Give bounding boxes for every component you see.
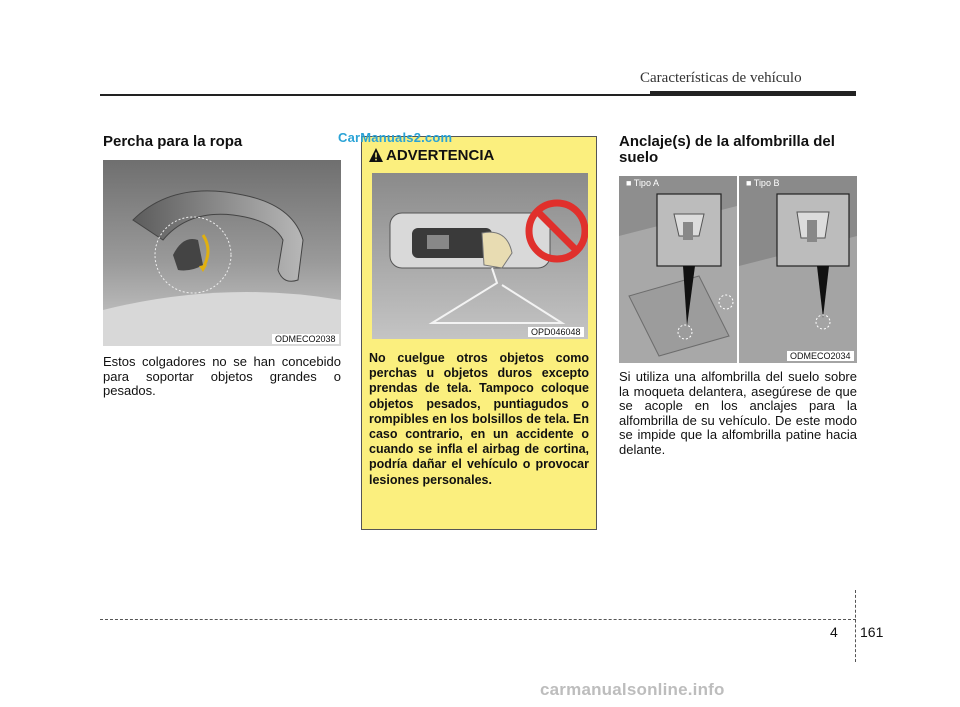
image-code-warning: OPD046048 [528,327,584,337]
watermark-top: CarManuals2.com [338,130,453,145]
running-header: Características de vehículo [640,70,802,86]
warning-triangle-icon [368,147,384,163]
page-number: 161 [860,624,884,640]
warning-title: ADVERTENCIA [386,147,495,164]
section-heading-floor-mat: Anclaje(s) de la alfombrilla del suelo [619,133,835,166]
watermark-bottom: carmanualsonline.info [540,680,725,699]
footer-divider [855,590,856,662]
image-code-left: ODMECO2038 [272,334,339,344]
label-type-a: ■ Tipo A [626,178,659,188]
footer-rule [100,619,856,620]
coat-hook-text: Estos colgadores no se han concebido para soportar objetos grandes o pesados. [103,354,341,398]
coat-hook-photo [103,160,341,346]
floor-mat-photo-type-b [739,176,857,363]
header-rule-accent [650,91,856,96]
floor-mat-text: Si utiliza una alfombrilla del suelo sobre la moqueta delantera, asegúrese de que se acople en los anclajes para la alfombrilla de su vehículo. De este modo se impide que la alfombrilla patine hacia delante. [619,369,857,457]
floor-mat-photo-type-a [619,176,737,363]
warning-text: No cuelgue otros objetos como perchas u objetos duros excepto prendas de tela. Tampoco coloque objetos pesados, puntiagudos o rompibles en los bolsillos de tela. En caso contrario, en un accidente o cuando se infla el airbag de cortina, podría dañar el vehículo o provocar lesiones personales. [369,351,589,487]
section-heading-coat-hook: Percha para la ropa [103,133,243,150]
image-code-right: ODMECO2034 [787,351,854,361]
warning-photo [372,173,588,339]
chapter-number: 4 [830,624,838,640]
label-type-b: ■ Tipo B [746,178,780,188]
warning-box [361,136,597,530]
